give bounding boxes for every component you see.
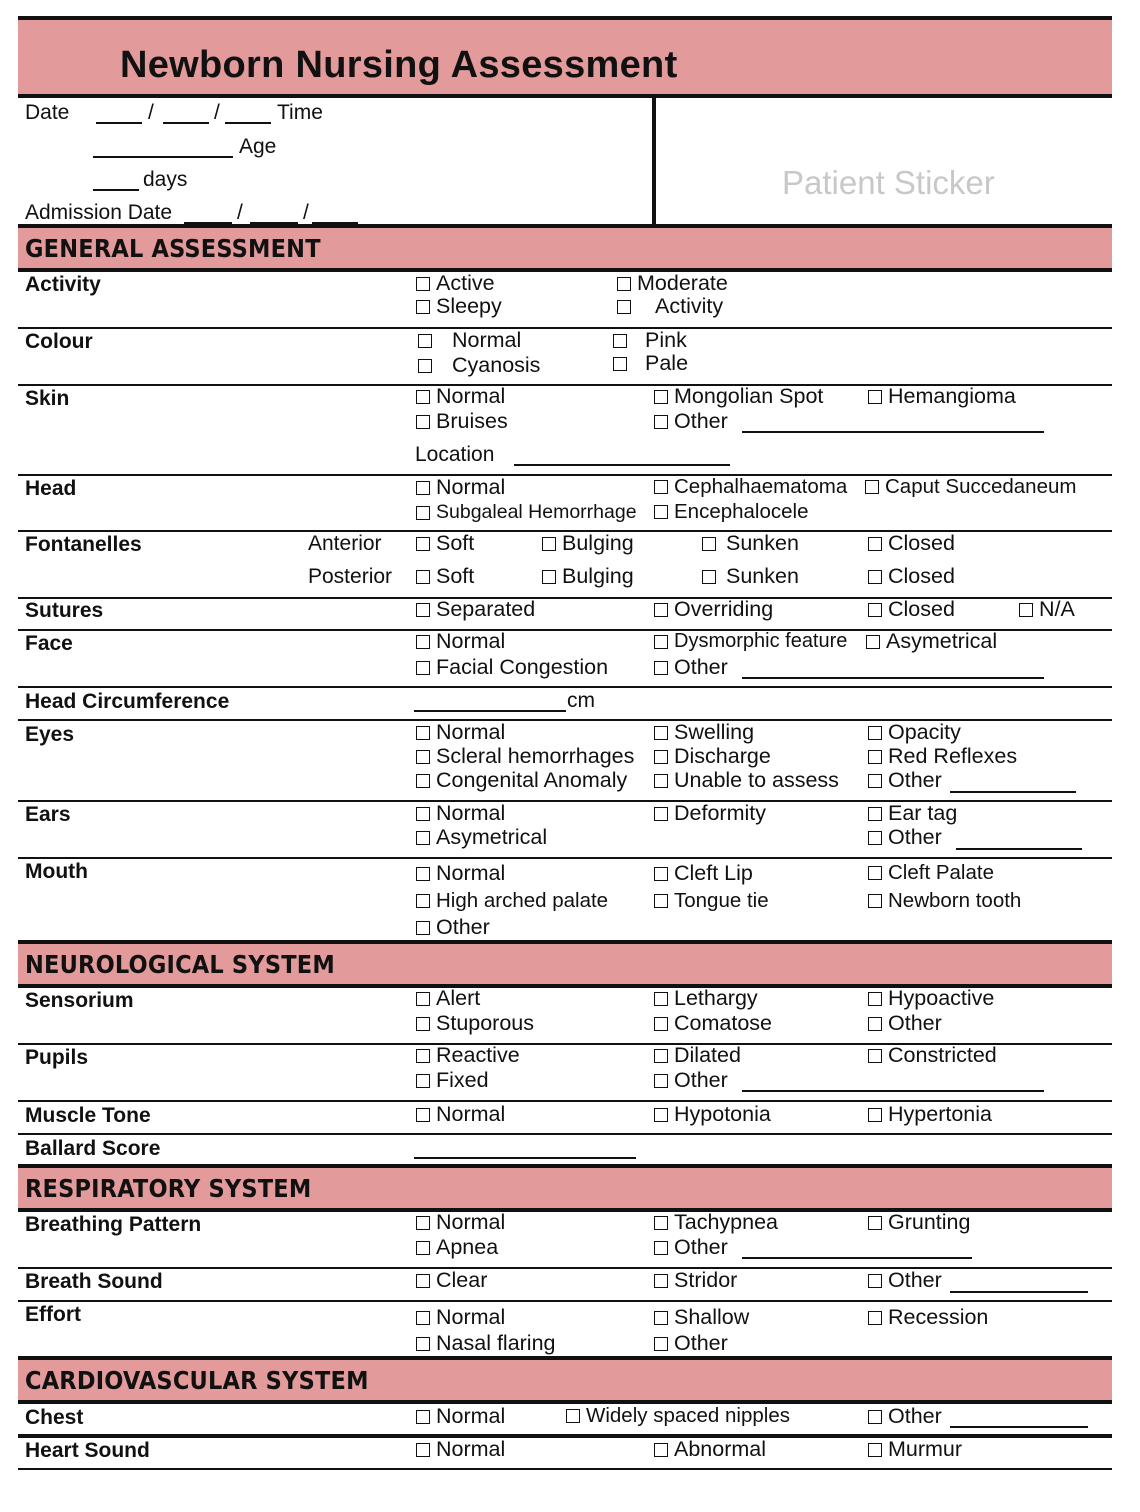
checkbox-other[interactable]: Other xyxy=(868,1011,942,1036)
checkbox-icon[interactable] xyxy=(654,635,668,649)
row-rule xyxy=(18,1300,1112,1302)
pupils-other-field[interactable] xyxy=(742,1090,1044,1092)
checkbox-icon[interactable] xyxy=(416,415,430,429)
fontanelles-label: Fontanelles xyxy=(25,533,142,556)
ballard-score-field[interactable] xyxy=(414,1157,636,1159)
checkbox-icon[interactable] xyxy=(868,750,882,764)
checkbox-fixed[interactable]: Fixed xyxy=(416,1068,489,1093)
checkbox-icon[interactable] xyxy=(654,661,668,675)
checkbox-icon[interactable] xyxy=(416,277,430,291)
checkbox-cyanosis[interactable]: Cyanosis xyxy=(418,353,540,378)
checkbox-icon[interactable] xyxy=(416,750,430,764)
checkbox-recession[interactable]: Recession xyxy=(868,1305,988,1330)
days-label: days xyxy=(143,168,188,191)
checkbox-stuporous[interactable]: Stuporous xyxy=(416,1011,534,1036)
checkbox-tachypnea[interactable]: Tachypnea xyxy=(654,1210,778,1235)
checkbox-icon[interactable] xyxy=(654,480,668,494)
date-sep: / xyxy=(303,201,309,224)
face-other-field[interactable] xyxy=(742,677,1044,679)
checkbox-scleral-hemorrhages[interactable]: Scleral hemorrhages xyxy=(416,744,634,769)
checkbox-icon[interactable] xyxy=(654,1241,668,1255)
checkbox-icon[interactable] xyxy=(416,1337,430,1351)
checkbox-posterior-sunken[interactable]: Sunken xyxy=(702,564,799,589)
checkbox-normal[interactable]: Normal xyxy=(416,1404,505,1429)
colour-label: Colour xyxy=(25,330,93,353)
ears-other-field[interactable] xyxy=(956,848,1082,850)
checkbox-anterior-sunken[interactable]: Sunken xyxy=(702,531,799,556)
checkbox-separated[interactable]: Separated xyxy=(416,597,535,622)
admission-date-label: Admission Date xyxy=(25,201,173,224)
breathing-other-field[interactable] xyxy=(742,1257,972,1259)
checkbox-comatose[interactable]: Comatose xyxy=(654,1011,772,1036)
activity-label: Activity xyxy=(25,273,101,296)
checkbox-icon[interactable] xyxy=(868,894,882,908)
checkbox-dilated[interactable]: Dilated xyxy=(654,1043,741,1068)
checkbox-normal[interactable]: Normal xyxy=(416,629,505,654)
age-label: Age xyxy=(239,135,277,158)
checkbox-icon[interactable] xyxy=(613,357,627,371)
checkbox-moderate[interactable]: Moderate xyxy=(617,271,728,296)
checkbox-icon[interactable] xyxy=(654,1274,668,1288)
checkbox-icon[interactable] xyxy=(868,1108,882,1122)
checkbox-icon[interactable] xyxy=(416,481,430,495)
checkbox-alert[interactable]: Alert xyxy=(416,986,480,1011)
checkbox-icon[interactable] xyxy=(1019,603,1033,617)
checkbox-icon[interactable] xyxy=(416,1443,430,1457)
checkbox-congenital-anomaly[interactable]: Congenital Anomaly xyxy=(416,768,627,793)
chest-other-field[interactable] xyxy=(950,1426,1088,1428)
checkbox-icon[interactable] xyxy=(416,921,430,935)
checkbox-deformity[interactable]: Deformity xyxy=(654,801,766,826)
checkbox-icon[interactable] xyxy=(868,1049,882,1063)
checkbox-other[interactable]: Other xyxy=(868,1404,942,1429)
checkbox-cephalhaematoma[interactable]: Cephalhaematoma xyxy=(654,475,847,499)
checkbox-icon[interactable] xyxy=(416,570,430,584)
breath-sound-other-field[interactable] xyxy=(950,1291,1088,1293)
checkbox-widely-spaced-nipples[interactable]: Widely spaced nipples xyxy=(566,1404,790,1428)
checkbox-icon[interactable] xyxy=(654,807,668,821)
checkbox-hemangioma[interactable]: Hemangioma xyxy=(868,384,1016,409)
checkbox-icon[interactable] xyxy=(868,1311,882,1325)
checkbox-ear-tag[interactable]: Ear tag xyxy=(868,801,957,826)
checkbox-icon[interactable] xyxy=(654,750,668,764)
checkbox-icon[interactable] xyxy=(654,1049,668,1063)
cm-unit: cm xyxy=(567,689,595,712)
checkbox-icon[interactable] xyxy=(868,390,882,404)
checkbox-icon[interactable] xyxy=(654,415,668,429)
checkbox-normal[interactable]: Normal xyxy=(416,1102,505,1127)
mouth-label: Mouth xyxy=(25,860,88,883)
skin-label: Skin xyxy=(25,387,70,410)
section-rule xyxy=(18,1400,1112,1404)
checkbox-icon[interactable] xyxy=(865,480,879,494)
breathing-pattern-label: Breathing Pattern xyxy=(25,1213,202,1236)
checkbox-cleft-lip[interactable]: Cleft Lip xyxy=(654,861,753,886)
muscle-tone-label: Muscle Tone xyxy=(25,1104,151,1127)
checkbox-cleft-palate[interactable]: Cleft Palate xyxy=(868,861,994,885)
checkbox-nasal-flaring[interactable]: Nasal flaring xyxy=(416,1331,556,1356)
section-rule xyxy=(18,268,1112,272)
checkbox-opacity[interactable]: Opacity xyxy=(868,720,961,745)
checkbox-icon[interactable] xyxy=(654,1311,668,1325)
skin-other-field[interactable] xyxy=(742,431,1044,433)
checkbox-icon[interactable] xyxy=(416,1074,430,1088)
checkbox-icon[interactable] xyxy=(654,726,668,740)
checkbox-lethargy[interactable]: Lethargy xyxy=(654,986,758,1011)
checkbox-icon[interactable] xyxy=(566,1409,580,1423)
checkbox-na[interactable]: N/A xyxy=(1019,597,1075,622)
checkbox-icon[interactable] xyxy=(654,505,668,519)
checkbox-other[interactable]: Other xyxy=(654,1068,728,1093)
checkbox-apnea[interactable]: Apnea xyxy=(416,1235,498,1260)
checkbox-icon[interactable] xyxy=(416,1241,430,1255)
date-sep: / xyxy=(214,101,220,124)
eyes-label: Eyes xyxy=(25,723,75,746)
checkbox-icon[interactable] xyxy=(868,726,882,740)
effort-label: Effort xyxy=(25,1303,81,1326)
checkbox-icon[interactable] xyxy=(868,1274,882,1288)
checkbox-dysmorphic-feature[interactable]: Dysmorphic feature xyxy=(654,630,847,653)
checkbox-activity[interactable]: Activity xyxy=(617,294,723,319)
checkbox-icon[interactable] xyxy=(654,1108,668,1122)
patient-sticker-area: Patient Sticker xyxy=(782,164,995,201)
checkbox-icon[interactable] xyxy=(416,1049,430,1063)
checkbox-newborn-tooth[interactable]: Newborn tooth xyxy=(868,889,1021,913)
checkbox-icon[interactable] xyxy=(654,894,668,908)
checkbox-normal[interactable]: Normal xyxy=(416,861,505,886)
checkbox-icon[interactable] xyxy=(416,867,430,881)
checkbox-icon[interactable] xyxy=(416,300,430,314)
checkbox-icon[interactable] xyxy=(868,831,882,845)
checkbox-shallow[interactable]: Shallow xyxy=(654,1305,749,1330)
checkbox-icon[interactable] xyxy=(542,537,556,551)
checkbox-other[interactable]: Other xyxy=(868,768,942,793)
checkbox-icon[interactable] xyxy=(868,1410,882,1424)
checkbox-icon[interactable] xyxy=(702,537,716,551)
checkbox-other[interactable]: Other xyxy=(654,655,728,680)
checkbox-icon[interactable] xyxy=(416,894,430,908)
checkbox-icon[interactable] xyxy=(418,334,432,348)
checkbox-abnormal[interactable]: Abnormal xyxy=(654,1437,766,1462)
ears-label: Ears xyxy=(25,803,71,826)
checkbox-icon[interactable] xyxy=(416,1017,430,1031)
date-sep: / xyxy=(148,101,154,124)
checkbox-grunting[interactable]: Grunting xyxy=(868,1210,970,1235)
heart-sound-label: Heart Sound xyxy=(25,1439,150,1462)
checkbox-anterior-soft[interactable]: Soft xyxy=(416,531,474,556)
checkbox-normal[interactable]: Normal xyxy=(416,1210,505,1235)
checkbox-hypotonia[interactable]: Hypotonia xyxy=(654,1102,771,1127)
checkbox-icon[interactable] xyxy=(654,390,668,404)
checkbox-normal[interactable]: Normal xyxy=(416,384,505,409)
checkbox-red-reflexes[interactable]: Red Reflexes xyxy=(868,744,1017,769)
section-title-respiratory: RESPIRATORY SYSTEM xyxy=(25,1174,312,1203)
checkbox-closed[interactable]: Closed xyxy=(868,597,955,622)
checkbox-icon[interactable] xyxy=(654,1337,668,1351)
checkbox-icon[interactable] xyxy=(868,537,882,551)
checkbox-icon[interactable] xyxy=(416,807,430,821)
checkbox-icon[interactable] xyxy=(654,1017,668,1031)
checkbox-tongue-tie[interactable]: Tongue tie xyxy=(654,889,769,913)
checkbox-icon[interactable] xyxy=(654,774,668,788)
checkbox-icon[interactable] xyxy=(416,831,430,845)
row-rule xyxy=(18,1267,1112,1269)
checkbox-constricted[interactable]: Constricted xyxy=(868,1043,997,1068)
date-sep: / xyxy=(237,201,243,224)
checkbox-sleepy[interactable]: Sleepy xyxy=(416,294,502,319)
location-field[interactable] xyxy=(514,464,730,466)
checkbox-encephalocele[interactable]: Encephalocele xyxy=(654,500,809,524)
days-field[interactable] xyxy=(93,189,139,191)
checkbox-icon[interactable] xyxy=(416,1108,430,1122)
checkbox-other[interactable]: Other xyxy=(868,1268,942,1293)
checkbox-icon[interactable] xyxy=(416,1311,430,1325)
checkbox-mongolian-spot[interactable]: Mongolian Spot xyxy=(654,384,823,409)
checkbox-icon[interactable] xyxy=(416,390,430,404)
section-title-general: GENERAL ASSESSMENT xyxy=(25,234,321,263)
checkbox-icon[interactable] xyxy=(654,992,668,1006)
checkbox-caput-succedaneum[interactable]: Caput Succedaneum xyxy=(865,475,1076,499)
checkbox-icon[interactable] xyxy=(416,726,430,740)
posterior-label: Posterior xyxy=(308,565,393,588)
checkbox-icon[interactable] xyxy=(416,635,430,649)
pupils-label: Pupils xyxy=(25,1046,89,1069)
checkbox-icon[interactable] xyxy=(416,1216,430,1230)
checkbox-bruises[interactable]: Bruises xyxy=(416,409,508,434)
ballard-score-label: Ballard Score xyxy=(25,1137,161,1160)
checkbox-posterior-closed[interactable]: Closed xyxy=(868,564,955,589)
row-rule xyxy=(18,857,1112,859)
checkbox-icon[interactable] xyxy=(416,537,430,551)
row-rule xyxy=(18,1133,1112,1135)
checkbox-reactive[interactable]: Reactive xyxy=(416,1043,520,1068)
checkbox-normal[interactable]: Normal xyxy=(416,1305,505,1330)
row-rule xyxy=(18,327,1112,329)
checkbox-asymetrical[interactable]: Asymetrical xyxy=(866,629,997,654)
checkbox-anterior-bulging[interactable]: Bulging xyxy=(542,531,634,556)
checkbox-icon[interactable] xyxy=(617,277,631,291)
checkbox-icon[interactable] xyxy=(416,992,430,1006)
head-label: Head xyxy=(25,477,77,500)
head-circumference-field[interactable] xyxy=(414,710,566,712)
checkbox-icon[interactable] xyxy=(542,570,556,584)
checkbox-icon[interactable] xyxy=(868,866,882,880)
checkbox-normal[interactable]: Normal xyxy=(418,328,521,353)
checkbox-icon[interactable] xyxy=(416,1410,430,1424)
checkbox-icon[interactable] xyxy=(702,570,716,584)
date-label: Date xyxy=(25,101,70,124)
date-month-field[interactable] xyxy=(163,122,209,124)
title-bottom-rule xyxy=(18,94,1112,98)
checkbox-icon[interactable] xyxy=(416,661,430,675)
checkbox-posterior-soft[interactable]: Soft xyxy=(416,564,474,589)
checkbox-pale[interactable]: Pale xyxy=(613,351,688,376)
checkbox-other[interactable]: Other xyxy=(654,409,728,434)
checkbox-active[interactable]: Active xyxy=(416,271,495,296)
checkbox-icon[interactable] xyxy=(416,506,430,520)
checkbox-icon[interactable] xyxy=(418,359,432,373)
section-title-neurological: NEUROLOGICAL SYSTEM xyxy=(25,950,335,979)
bottom-rule xyxy=(18,1468,1112,1470)
checkbox-anterior-closed[interactable]: Closed xyxy=(868,531,955,556)
checkbox-icon[interactable] xyxy=(654,1216,668,1230)
checkbox-icon[interactable] xyxy=(654,1443,668,1457)
checkbox-facial-congestion[interactable]: Facial Congestion xyxy=(416,655,608,680)
checkbox-swelling[interactable]: Swelling xyxy=(654,720,754,745)
checkbox-other[interactable]: Other xyxy=(654,1331,728,1356)
checkbox-icon[interactable] xyxy=(416,1274,430,1288)
date-year-field[interactable] xyxy=(225,122,271,124)
eyes-other-field[interactable] xyxy=(950,791,1076,793)
checkbox-clear[interactable]: Clear xyxy=(416,1268,487,1293)
checkbox-unable-to-assess[interactable]: Unable to assess xyxy=(654,768,839,793)
checkbox-subgaleal-hemorrhage[interactable]: Subgaleal Hemorrhage xyxy=(416,501,637,524)
checkbox-icon[interactable] xyxy=(868,1216,882,1230)
form-title: Newborn Nursing Assessment xyxy=(120,44,678,86)
chest-label: Chest xyxy=(25,1406,84,1429)
checkbox-icon[interactable] xyxy=(868,603,882,617)
checkbox-icon[interactable] xyxy=(868,570,882,584)
checkbox-murmur[interactable]: Murmur xyxy=(868,1437,962,1462)
checkbox-posterior-bulging[interactable]: Bulging xyxy=(542,564,634,589)
age-field[interactable] xyxy=(93,156,233,158)
face-label: Face xyxy=(25,632,73,655)
checkbox-normal[interactable]: Normal xyxy=(416,1437,505,1462)
checkbox-normal[interactable]: Normal xyxy=(416,475,505,500)
sutures-label: Sutures xyxy=(25,599,104,622)
checkbox-other[interactable]: Other xyxy=(868,825,942,850)
location-label: Location xyxy=(415,443,495,466)
section-title-cardiovascular: CARDIOVASCULAR SYSTEM xyxy=(25,1366,369,1395)
checkbox-icon[interactable] xyxy=(868,1017,882,1031)
checkbox-high-arched-palate[interactable]: High arched palate xyxy=(416,889,608,913)
checkbox-discharge[interactable]: Discharge xyxy=(654,744,771,769)
checkbox-asymetrical[interactable]: Asymetrical xyxy=(416,825,547,850)
checkbox-pink[interactable]: Pink xyxy=(613,328,687,353)
checkbox-icon[interactable] xyxy=(868,992,882,1006)
checkbox-normal[interactable]: Normal xyxy=(416,801,505,826)
checkbox-icon[interactable] xyxy=(868,774,882,788)
sensorium-label: Sensorium xyxy=(25,989,134,1012)
checkbox-icon[interactable] xyxy=(416,603,430,617)
checkbox-other[interactable]: Other xyxy=(654,1235,728,1260)
row-rule xyxy=(18,686,1112,688)
checkbox-stridor[interactable]: Stridor xyxy=(654,1268,737,1293)
checkbox-icon[interactable] xyxy=(654,603,668,617)
anterior-label: Anterior xyxy=(308,532,382,555)
checkbox-icon[interactable] xyxy=(654,1074,668,1088)
date-day-field[interactable] xyxy=(96,122,142,124)
checkbox-icon[interactable] xyxy=(613,334,627,348)
checkbox-icon[interactable] xyxy=(416,774,430,788)
checkbox-icon[interactable] xyxy=(617,300,631,314)
checkbox-hypertonia[interactable]: Hypertonia xyxy=(868,1102,992,1127)
time-label: Time xyxy=(277,101,323,124)
checkbox-normal[interactable]: Normal xyxy=(416,720,505,745)
checkbox-hypoactive[interactable]: Hypoactive xyxy=(868,986,994,1011)
head-circumference-label: Head Circumference xyxy=(25,690,230,713)
header-divider xyxy=(652,96,656,224)
checkbox-icon[interactable] xyxy=(868,807,882,821)
breath-sound-label: Breath Sound xyxy=(25,1270,163,1293)
checkbox-icon[interactable] xyxy=(654,867,668,881)
checkbox-overriding[interactable]: Overriding xyxy=(654,597,773,622)
checkbox-icon[interactable] xyxy=(868,1443,882,1457)
checkbox-icon[interactable] xyxy=(866,635,880,649)
checkbox-other[interactable]: Other xyxy=(416,915,490,940)
